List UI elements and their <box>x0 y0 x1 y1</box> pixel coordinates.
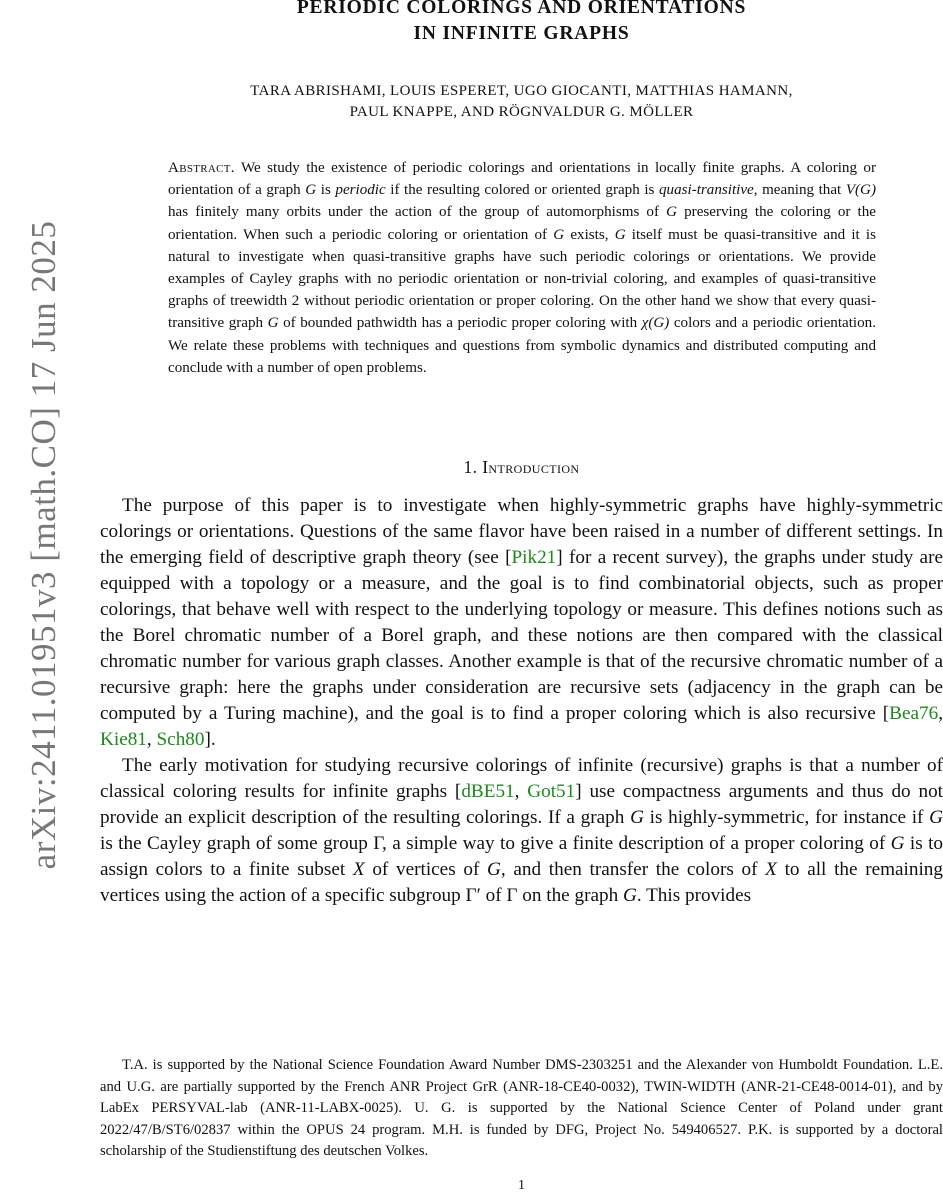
abstract-text: has finitely many orbits under the action of the group of automorphisms of <box>168 204 667 221</box>
abstract-text: We study the existence of periodic colorings and orientations in locally finite graphs. A coloring or orientation of a graph <box>168 160 876 199</box>
section-heading <box>100 457 943 478</box>
body-text: The early motivation for studying recursive colorings of infinite (recursive) graphs is that a number of classical coloring results for infinite graphs [ <box>100 755 943 803</box>
author-list <box>100 81 943 123</box>
abstract-text: is <box>316 182 336 199</box>
math-symbol: χ(G) <box>641 315 670 332</box>
citation-separator: , <box>514 781 528 803</box>
math-symbol: G <box>622 885 637 907</box>
paper-page <box>100 0 943 1193</box>
paragraph-2 <box>100 753 943 909</box>
body-text: is to assign colors to a finite subset <box>100 833 943 881</box>
section-number: 1. <box>463 457 478 478</box>
body-text: to all the remaining vertices using the action of a specific subgroup Γ′ of Γ on the graph <box>100 859 943 907</box>
math-symbol: G <box>553 226 565 243</box>
math-symbol: G <box>666 204 678 221</box>
body-text: ]. <box>204 729 216 751</box>
citation-link[interactable]: Sch80 <box>156 729 205 751</box>
body-text: . This provides <box>636 885 752 907</box>
math-symbol: G <box>630 807 644 829</box>
arxiv-identifier-stamp: arXiv:2411.01951v3 [math.CO] 17 Jun 2025 <box>24 220 63 870</box>
emphasis-term: quasi-transitive <box>658 182 754 199</box>
paragraph-1 <box>100 493 943 753</box>
abstract-text: preserving the coloring or the orientation. When such a periodic coloring or orientation of <box>168 204 876 243</box>
abstract <box>168 157 876 379</box>
authors-line-1: TARA ABRISHAMI, LOUIS ESPERET, UGO GIOCANTI, MATTHIAS HAMANN, <box>250 83 793 99</box>
abstract-text: colors and a periodic orientation. We relate these problems with techniques and questions from symbolic dynamics and distributed computing and conclude with a number of open problems. <box>168 315 876 376</box>
abstract-label: Abstract. <box>168 160 235 176</box>
math-symbol: G <box>890 833 905 855</box>
citation-separator: , <box>146 729 157 751</box>
body-text: is highly-symmetric, for instance if <box>643 807 930 829</box>
math-symbol: V(G) <box>845 182 876 199</box>
authors-line-2: PAUL KNAPPE, AND RÖGNVALDUR G. MÖLLER <box>349 104 694 120</box>
citation-link[interactable]: dBE51 <box>461 781 515 803</box>
title-line-1: PERIODIC COLORINGS AND ORIENTATIONS <box>296 0 747 18</box>
body-text: of vertices of <box>364 859 488 881</box>
title-line-2: IN INFINITE GRAPHS <box>413 23 630 44</box>
body-text: ] for a recent survey), the graphs under study are equipped with a topology or a measure, and the goal is to find combinatorial objects, such as proper colorings, that behave well with respect to the underlying topology or measure. This defines notions such as the Borel chromatic number of a Borel graph, and these notions are then compared with the classical chromatic number for various graph classes. Another example is that of the recursive chromatic number of a recursive graph: here the graphs under consideration are recursive sets (adjacency in the graph can be computed by a Turing machine), and the goal is to find a proper coloring which is also recursive [ <box>100 547 943 725</box>
citation-link[interactable]: Got51 <box>527 781 576 803</box>
citation-link[interactable]: Kie81 <box>100 729 147 751</box>
math-symbol: G <box>929 807 943 829</box>
emphasis-term: periodic <box>335 182 386 199</box>
body-text: is the Cayley graph of some group Γ, a simple way to give a finite description of a proper coloring of <box>100 833 891 855</box>
abstract-text: of bounded pathwidth has a periodic proper coloring with <box>278 315 642 332</box>
math-symbol: X <box>352 859 365 881</box>
paper-title <box>100 0 943 47</box>
math-symbol: G <box>305 182 317 199</box>
page-number: 1 <box>518 1178 525 1193</box>
body-text: The purpose of this paper is to investigate when highly-symmetric graphs have highly-symmetric colorings or orientations. Questions of the same flavor have been raised in a number of different settings. In the emerging field of descriptive graph theory (see [ <box>100 495 943 569</box>
citation-link[interactable]: Bea76 <box>889 703 939 725</box>
funding-footnote: T.A. is supported by the National Science Foundation Award Number DMS-2303251 and the Alexander von Humboldt Foundation. L.E. and U.G. are partially supported by the French ANR Project GrR (ANR-18-CE40-0032), TWIN-WIDTH (ANR-21-CE48-0014-01), and by LabEx PERSYVAL-lab (ANR-11-LABX-0025). U. G. is supported by the National Science Center of Poland under grant 2022/47/B/ST6/02837 within the OPUS 24 program. M.H. is funded by DFG, Project No. 549406527. P.K. is supported by a doctoral scholarship of the Studienstiftung des deutschen Volkes. <box>100 1057 943 1160</box>
math-symbol: X <box>765 859 777 881</box>
citation-link[interactable]: Pik21 <box>511 547 557 569</box>
section-title: Introduction <box>482 457 580 478</box>
math-symbol: G <box>267 315 279 332</box>
abstract-text: , meaning that <box>753 182 846 199</box>
citation-separator: , <box>938 703 943 725</box>
math-symbol: G <box>487 859 501 881</box>
intro-body <box>100 493 943 909</box>
body-text: ] use compactness arguments and thus do not provide an explicit description of the resulting colorings. If a graph <box>100 781 943 829</box>
body-text: , and then transfer the colors of <box>500 859 766 881</box>
abstract-text: if the resulting colored or oriented graph is <box>385 182 659 199</box>
abstract-text: itself must be quasi-transitive and it is natural to investigate when quasi-transitive graphs have such periodic colorings or orientations. We provide examples of Cayley graphs with no periodic orientation or non-trivial coloring, and examples of quasi-transitive graphs of treewidth 2 without periodic orientation or proper coloring. On the other hand we show that every quasi-transitive graph <box>168 226 876 332</box>
math-symbol: G <box>614 226 626 243</box>
abstract-text: exists, <box>564 226 615 243</box>
